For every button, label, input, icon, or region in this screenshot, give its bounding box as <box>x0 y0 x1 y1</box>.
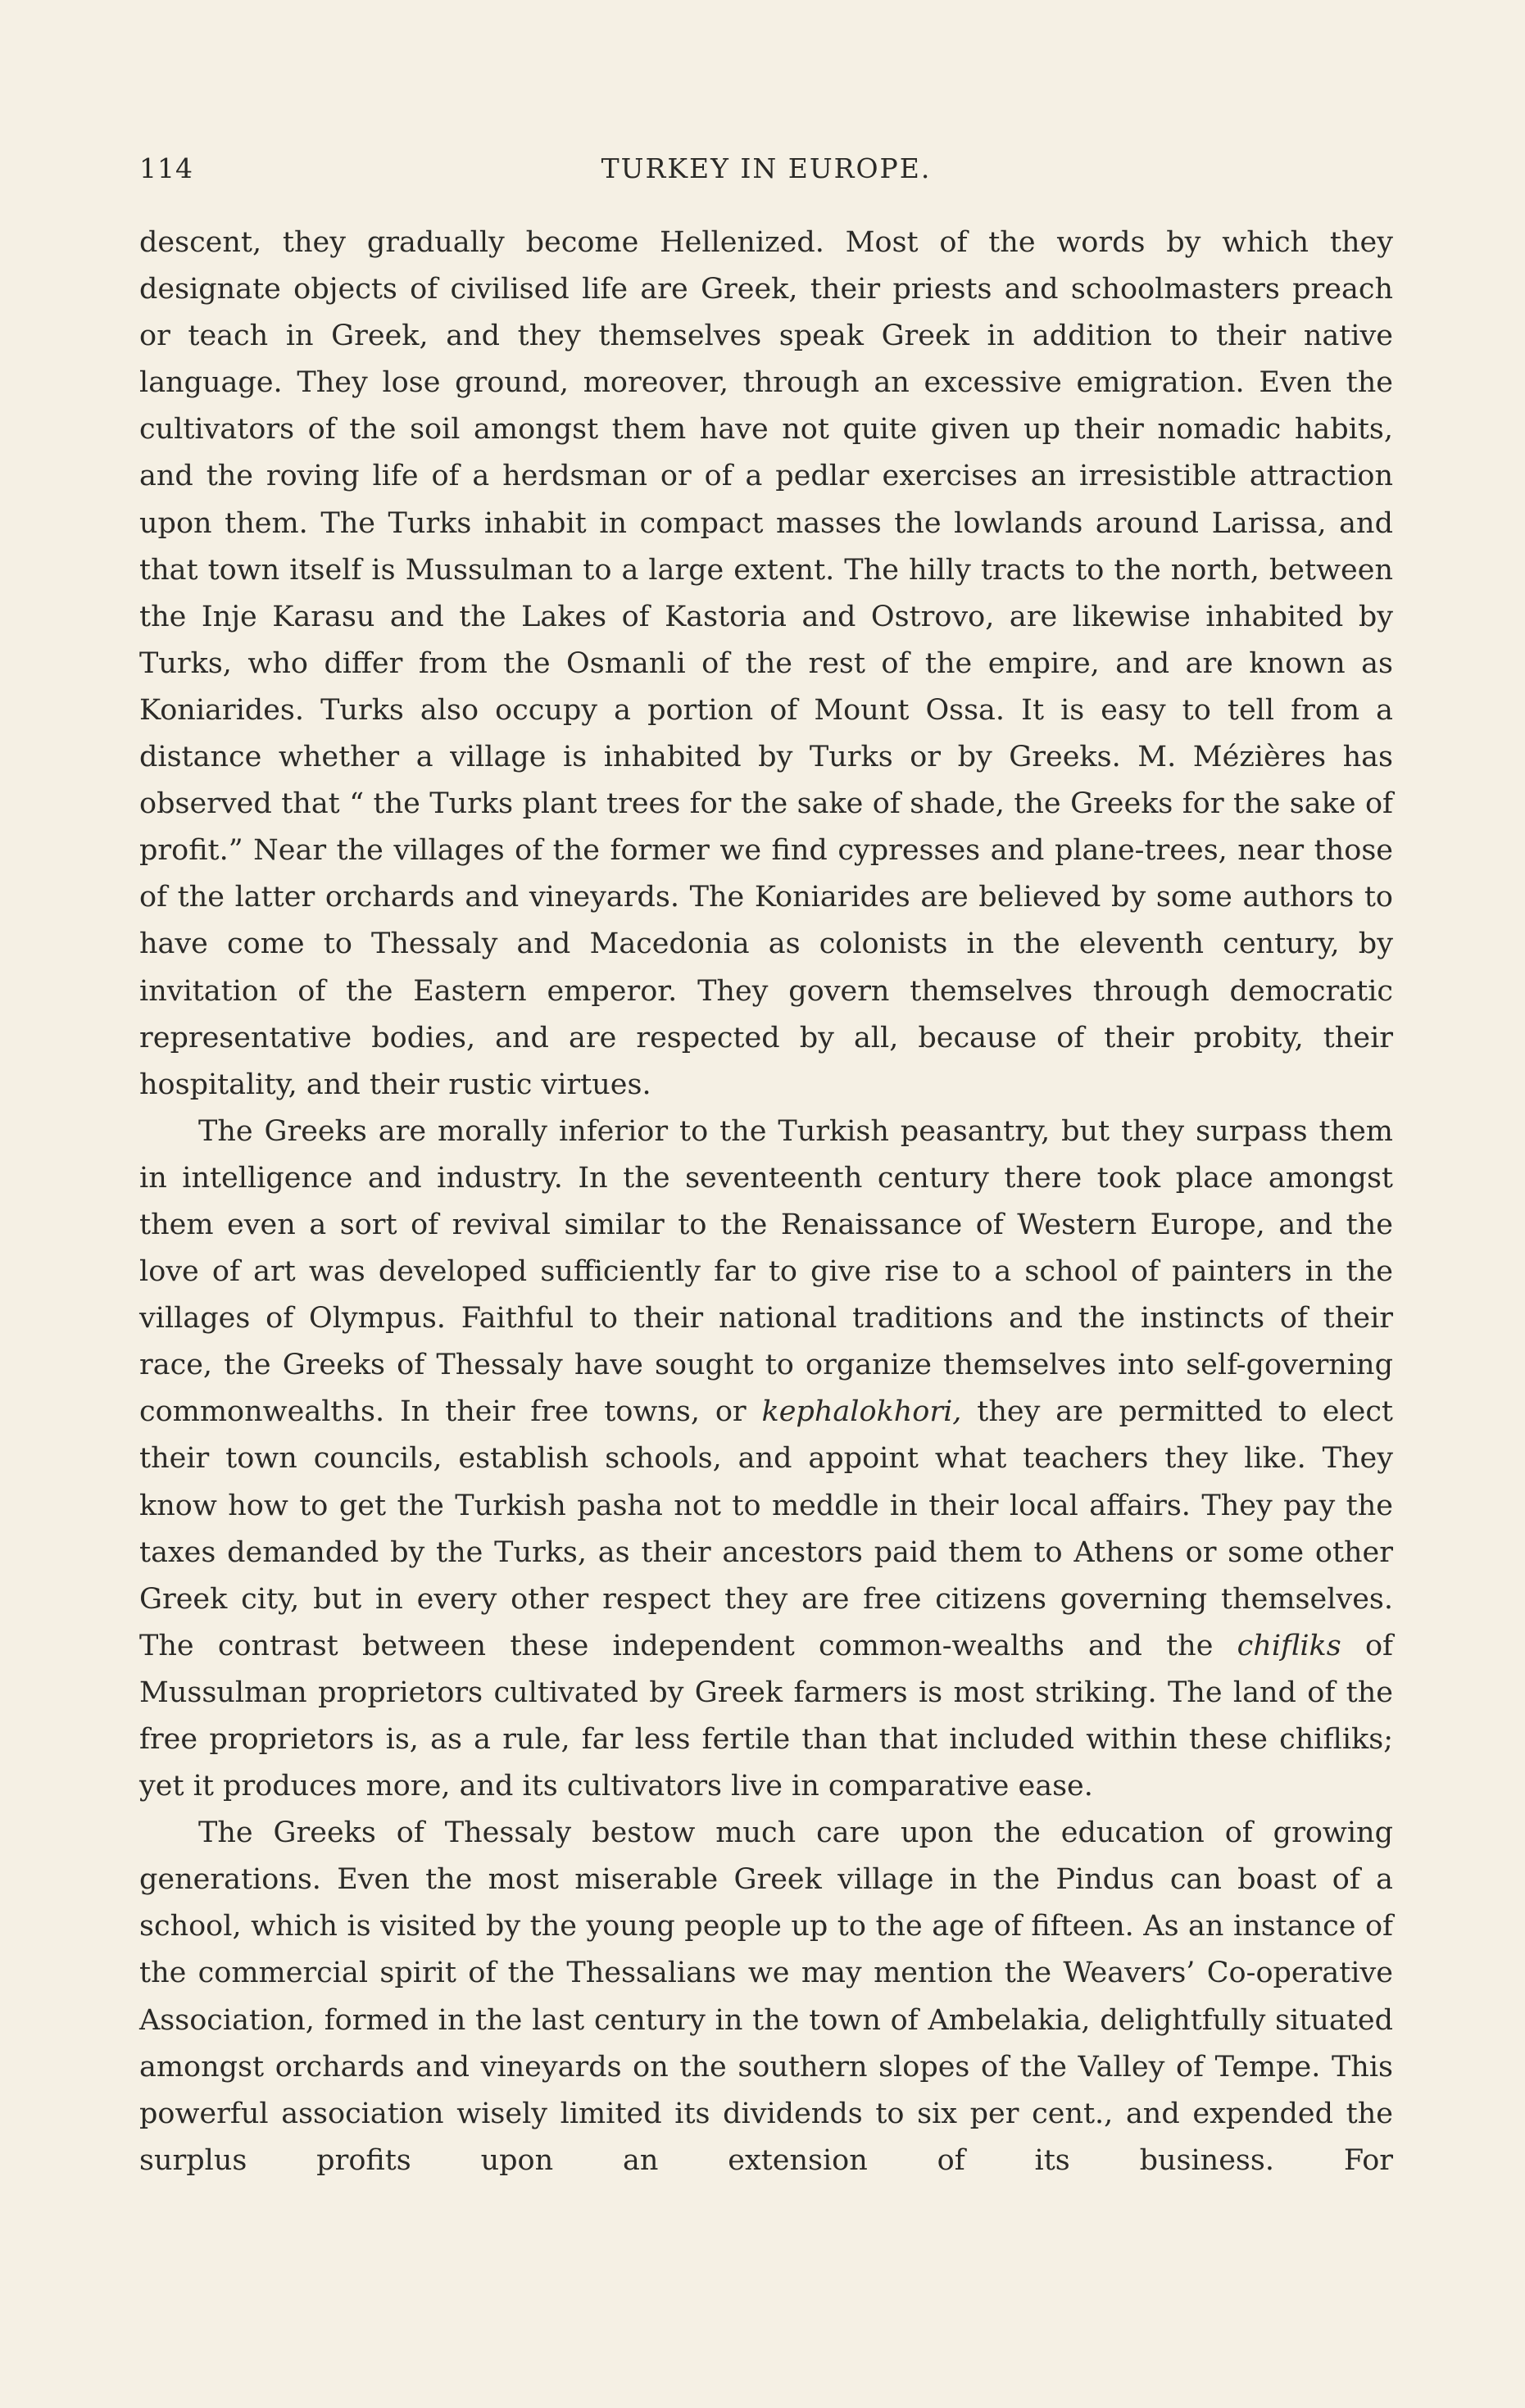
text-run: of Mussulman proprietors cultivated by Greek farmers is most striking. The land of the free proprietors is, as a rule, far less fertile than that included within these chifliks; yet it produces more, and its cultivators live in comparative ease. <box>139 1629 1393 1803</box>
text-run: The Greeks are morally inferior to the Turkish peasantry, but they surpass them in intelligence and industry. In the seventeenth century there took place amongst them even a sort of revival similar to the Renaissance of Western Europe, and the love of art was developed sufficiently far to give rise to a school of painters in the villages of Olympus. Faithful to their national traditions and the instincts of their race, the Greeks of Thessaly have sought to organize themselves into self-governing commonwealths. In their free towns, or <box>139 1114 1393 1429</box>
page-header <box>139 152 1393 193</box>
text-run: descent, they gradually become Hellenized. Most of the words by which they designate objects of civilised life are Greek, their priests and schoolmasters preach or teach in Greek, and they themselves speak Greek in addition to their native language. They lose ground, moreover, through an excessive emigration. Even the cultivators of the soil amongst them have not quite given up their nomadic habits, and the roving life of a herdsman or of a pedlar exercises an irresistible attraction upon them. The Turks inhabit in compact masses the lowlands around Larissa, and that town itself is Mussulman to a large extent. The hilly tracts to the north, between the Inje Karasu and the Lakes of Kastoria and Ostrovo, are likewise inhabited by Turks, who differ from the Osmanli of the rest of the empire, and are known as Koniarides. Turks also occupy a portion of Mount Ossa. It is easy to tell from a distance whether a village is inhabited by Turks or by Greeks. M. Mézières has observed that “ the Turks plant trees for the sake of shade, the Greeks for the sake of profit.” Near the villages of the former we find cypresses and plane-trees, near those of the latter orchards and vineyards. The Koniarides are believed by some authors to have come to Thessaly and Macedonia as colonists in the eleventh century, by invitation of the Eastern emperor. They govern themselves through democratic representative bodies, and are respected by all, because of their probity, their hospitality, and their rustic virtues. <box>139 226 1393 1101</box>
page-number: 114 <box>139 152 193 184</box>
running-title: TURKEY IN EUROPE. <box>601 152 932 184</box>
paragraph <box>139 1810 1393 2184</box>
body-text <box>139 220 1393 2184</box>
italic-term: chifliks <box>1237 1629 1341 1662</box>
paragraph <box>139 1109 1393 1810</box>
paragraph <box>139 220 1393 1109</box>
text-run: they are permitted to elect their town councils, establish schools, and appoint what teachers they like. They know how to get the Turkish pasha not to meddle in their local affairs. They pay the taxes demanded by the Turks, as their ancestors paid them to Athens or some other Greek city, but in every other respect they are free citizens governing themselves. The contrast between these independent common-wealths and the <box>139 1395 1394 1662</box>
text-run: The Greeks of Thessaly bestow much care upon the education of growing generations. Even the most miserable Greek village in the Pindus can boast of a school, which is visited by the young people up to the age of fifteen. As an instance of the commercial spirit of the Thessalians we may mention the Weavers’ Co-operative Association, formed in the last century in the town of Ambelakia, delightfully situated amongst orchards and vineyards on the southern slopes of the Valley of Tempe. This powerful association wisely limited its dividends to six per cent., and expended the surplus profits upon an extension of its business. For <box>139 1816 1393 2177</box>
italic-term: kephalokhori, <box>761 1395 962 1429</box>
